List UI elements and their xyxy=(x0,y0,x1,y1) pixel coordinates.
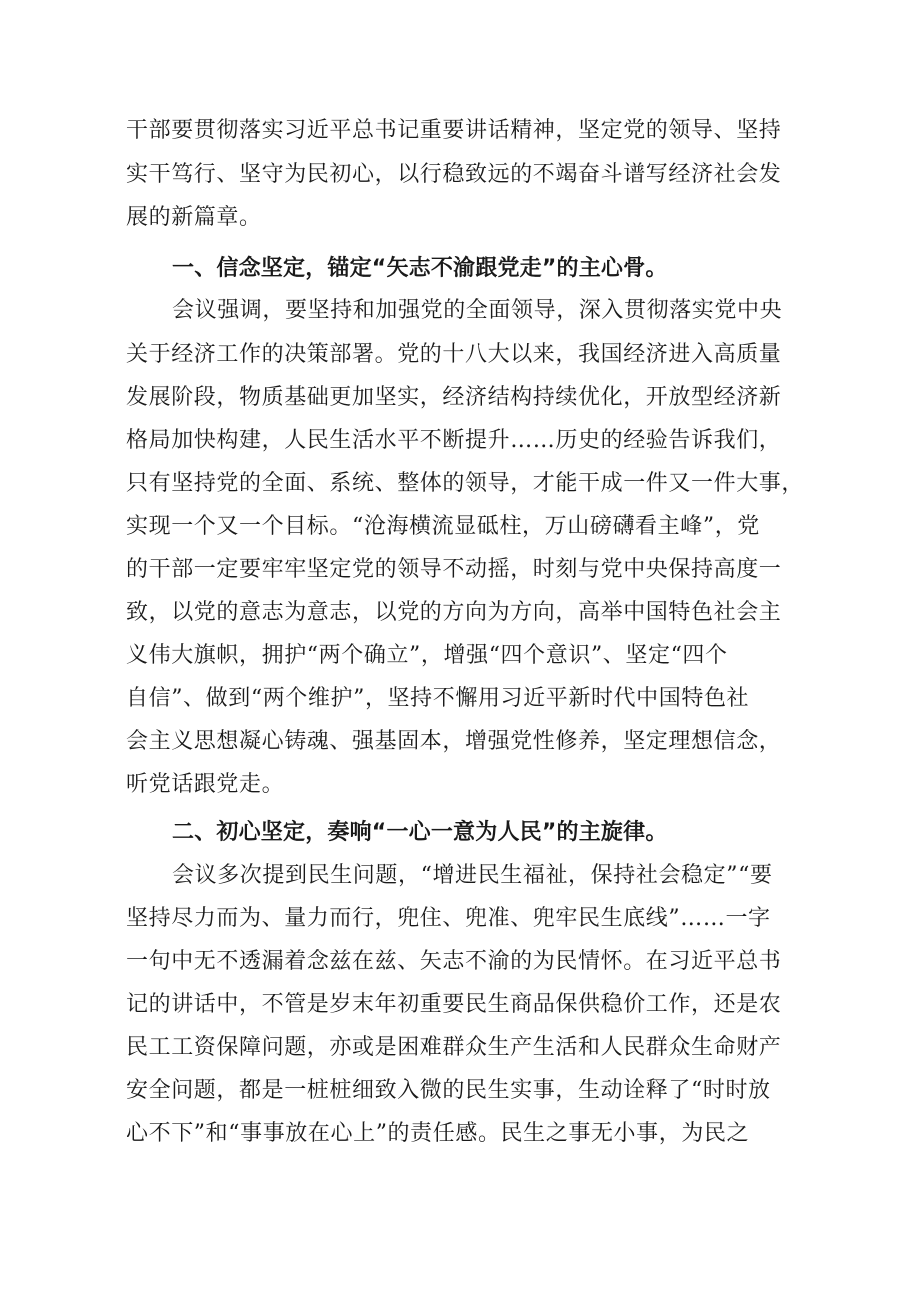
section1-line-2: 关于经济工作的决策部署。党的十八大以来，我国经济进入高质量 xyxy=(126,342,782,367)
section1-line-8: 致，以党的意志为意志，以党的方向为方向，高举中国特色社会主 xyxy=(126,600,782,625)
section1-line-11: 会主义思想凝心铸魂、强基固本，增强党性修养，坚定理想信念， xyxy=(126,729,782,754)
section2-line-5: 民工工资保障问题，亦或是困难群众生产生活和人民群众生命财产 xyxy=(126,1035,782,1060)
section1-line-4: 格局加快构建，人民生活水平不断提升……历史的经验告诉我们， xyxy=(126,428,782,453)
section1-line-7: 的干部一定要牢牢坚定党的领导不动摇，时刻与党中央保持高度一 xyxy=(126,557,782,582)
intro-line-3: 展的新篇章。 xyxy=(126,205,262,230)
section2-line-4: 记的讲话中，不管是岁末年初重要民生商品保供稳价工作，还是农 xyxy=(126,992,782,1017)
section1-line-6: 实现一个又一个目标。“沧海横流显砥柱，万山磅礴看主峰”，党 xyxy=(126,514,760,539)
intro-line-2: 实干笃行、坚守为民初心，以行稳致远的不竭奋斗谱写经济社会发 xyxy=(126,162,782,187)
section-heading-1: 一、信念坚定，锚定“矢志不渝跟党走”的主心骨。 xyxy=(172,256,668,281)
section1-line-5: 只有坚持党的全面、系统、整体的领导，才能干成一件又一件大事， xyxy=(126,471,805,496)
section2-line-1: 会议多次提到民生问题，“增进民生福祉，保持社会稳定”“要 xyxy=(172,863,773,888)
section1-line-12: 听党话跟党走。 xyxy=(126,772,285,797)
section2-line-3: 一句中无不透漏着念兹在兹、矢志不渝的为民情怀。在习近平总书 xyxy=(126,949,782,974)
intro-line-1: 干部要贯彻落实习近平总书记重要讲话精神，坚定党的领导、坚持 xyxy=(126,118,782,143)
section2-line-2: 坚持尽力而为、量力而行，兜住、兜准、兜牢民生底线”……一字 xyxy=(126,906,771,931)
section1-line-1: 会议强调，要坚持和加强党的全面领导，深入贯彻落实党中央 xyxy=(172,298,783,323)
section1-line-10: 自信”、做到“两个维护”，坚持不懈用习近平新时代中国特色社 xyxy=(126,686,750,711)
section1-line-9: 义伟大旗帜，拥护“两个确立”，增强“四个意识”、坚定“四个 xyxy=(126,643,728,668)
section2-line-7: 心不下”和“事事放在心上”的责任感。民生之事无小事，为民之 xyxy=(126,1121,750,1146)
section2-line-6: 安全问题，都是一桩桩细致入微的民生实事，生动诠释了“时时放 xyxy=(126,1078,771,1103)
section1-line-3: 发展阶段，物质基础更加坚实，经济结构持续优化，开放型经济新 xyxy=(126,385,782,410)
section-heading-2: 二、初心坚定，奏响“一心一意为人民”的主旋律。 xyxy=(172,820,668,845)
